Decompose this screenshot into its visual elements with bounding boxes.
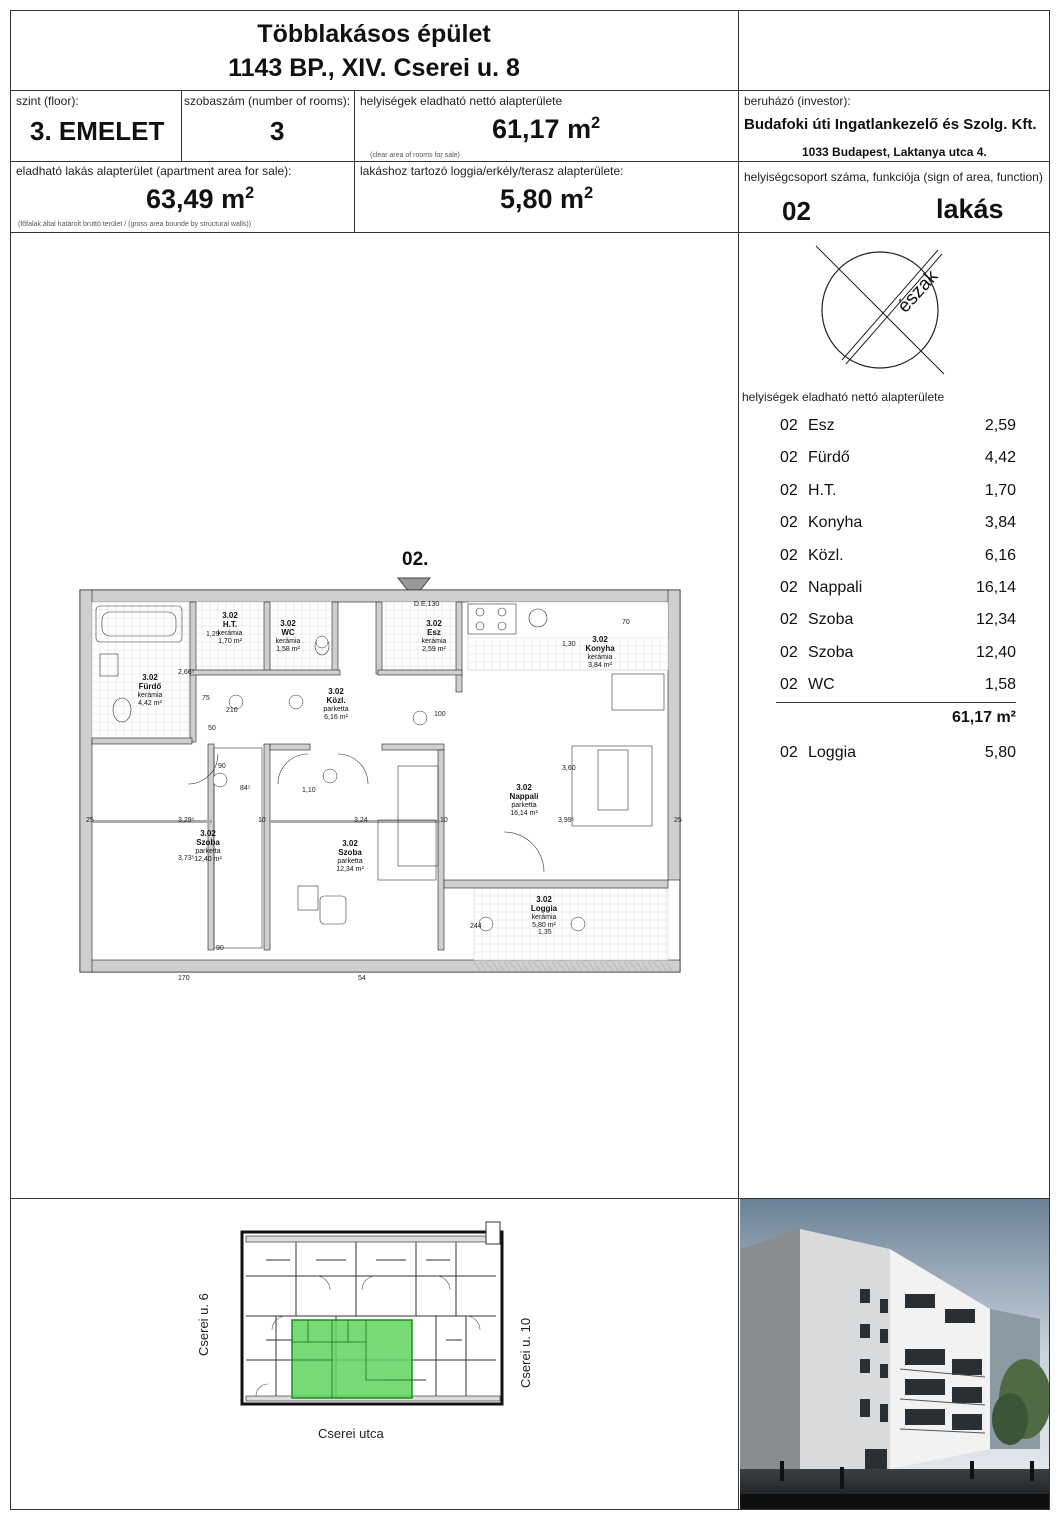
plan-room-text: 3.02 xyxy=(222,611,238,620)
net-area-value-wrap xyxy=(492,114,600,145)
room-list-row xyxy=(776,540,1016,572)
room-list-row xyxy=(776,669,1016,701)
apt-area-note: (főfalak által határolt bruttó terület / (gross area bounde by structural walls)) xyxy=(18,221,252,228)
plan-dimension: 70 xyxy=(622,619,630,626)
header-row-line-1 xyxy=(10,90,1050,91)
plan-room-text: 3.02 xyxy=(142,673,158,682)
compass-label: észak xyxy=(893,266,943,318)
building-address: 1143 BP., XIV. Cserei u. 8 xyxy=(228,54,520,82)
room-name: Szoba xyxy=(808,611,854,629)
plan-room-text: 3.02 xyxy=(592,635,608,644)
header-col-line-1 xyxy=(181,90,182,161)
plan-room-label xyxy=(510,783,539,817)
plan-dimension: 1,10 xyxy=(302,787,316,794)
plan-dimension: 10 xyxy=(258,817,266,824)
site-street-right: Cserei u. 10 xyxy=(518,1317,533,1388)
apt-area-label: eladható lakás alapterület (apartment area for sale): xyxy=(16,164,292,178)
room-code: 02 xyxy=(780,643,798,661)
group-number: 02 xyxy=(782,196,811,226)
plan-room-text: H.T. xyxy=(222,620,238,629)
room-code: 02 xyxy=(780,417,798,434)
plan-dimension: 3,99⁵ xyxy=(558,817,575,824)
room-code: 02 xyxy=(780,611,798,629)
north-compass xyxy=(810,240,950,380)
plan-dimension: 3,73⁵ xyxy=(178,855,195,862)
site-highlight-unit xyxy=(292,1320,412,1398)
room-name: H.T. xyxy=(808,481,837,499)
investor-name: Budafoki úti Ingatlankezelő és Szolg. Kft. xyxy=(744,116,1037,133)
plan-room-text: 6,16 m² xyxy=(324,714,348,721)
rooms-value: 3 xyxy=(270,116,285,146)
group-function: lakás xyxy=(936,194,1004,224)
room-area: 12,34 xyxy=(975,611,1016,629)
room-list xyxy=(776,410,1016,769)
plan-dimension: 3,60 xyxy=(562,765,576,772)
plan-room-text: parketta xyxy=(195,848,221,855)
room-area: 4,42 xyxy=(984,449,1016,467)
room-list-total: 61,17 m² xyxy=(951,708,1016,726)
plan-room-label xyxy=(194,829,222,863)
room-name: Közl. xyxy=(808,546,844,564)
room-area: 2,59 xyxy=(984,417,1016,434)
plan-dimension: 1,35 xyxy=(538,929,552,936)
investor-address: 1033 Budapest, Laktanya utca 4. xyxy=(802,145,987,159)
plan-room-text: Konyha xyxy=(585,644,615,653)
plan-room-text: 3.02 xyxy=(516,783,532,792)
plan-room-text: Szoba xyxy=(338,848,362,857)
room-list-total-row xyxy=(776,702,1016,733)
investor-divider xyxy=(738,161,1050,162)
room-name: WC xyxy=(808,676,835,694)
room-list-row xyxy=(776,507,1016,539)
room-list-row xyxy=(776,637,1016,669)
loggia-value-wrap xyxy=(500,184,593,215)
loggia-code: 02 xyxy=(780,743,798,761)
plan-room-text: 3.02 xyxy=(200,829,216,838)
plan-dimension: 25 xyxy=(86,817,94,824)
room-code: 02 xyxy=(780,481,798,499)
plan-room-text: Loggia xyxy=(530,904,558,913)
plan-room-text: kerámia xyxy=(531,914,557,921)
room-area: 1,58 xyxy=(984,676,1016,694)
plan-room-text: 4,42 m² xyxy=(138,700,162,707)
room-name: Fürdő xyxy=(808,449,850,467)
plan-dimension: 1,29 xyxy=(206,631,220,638)
room-code: 02 xyxy=(780,514,798,532)
header-col-line-2 xyxy=(354,90,355,232)
rooms-label: szobaszám (number of rooms): xyxy=(184,94,351,108)
net-area-label: helyiségek eladható nettó alapterülete xyxy=(360,94,563,108)
group-label: helyiségcsoport száma, funkciója (sign of area, function) xyxy=(744,170,1043,184)
plan-room-text: Szoba xyxy=(196,838,220,847)
room-list-loggia-row xyxy=(776,737,1016,769)
apt-area-value-wrap xyxy=(146,184,254,215)
frame-left xyxy=(10,10,11,1510)
plan-room-text: 12,34 m² xyxy=(336,866,364,873)
room-code: 02 xyxy=(780,676,798,694)
site-street-bottom: Cserei utca xyxy=(318,1426,384,1441)
plan-room-text: 12,40 m² xyxy=(194,856,222,863)
plan-room-text: parketta xyxy=(337,858,363,865)
plan-room-text: 3.02 xyxy=(426,619,442,628)
plan-room-label xyxy=(323,687,348,721)
plan-dimension: 100 xyxy=(434,711,446,718)
site-street-left: Cserei u. 6 xyxy=(196,1293,211,1356)
net-area-note: (clear area of rooms for sale) xyxy=(370,152,460,159)
room-area: 16,14 xyxy=(975,578,1016,596)
floor-label: szint (floor): xyxy=(16,94,79,108)
plan-room-text: 3.02 xyxy=(342,839,358,848)
net-area-value: 61,17 m xyxy=(492,114,592,144)
frame-right xyxy=(1049,10,1050,1510)
plan-room-text: 16,14 m² xyxy=(510,810,538,817)
room-list-row xyxy=(776,475,1016,507)
room-area: 1,70 xyxy=(984,481,1016,499)
loggia-label: lakáshoz tartozó loggia/erkély/terasz alapterülete: xyxy=(360,164,624,178)
plan-dimension: 2,66⁵ xyxy=(178,669,195,676)
header-row-line-3 xyxy=(10,232,1050,233)
building-title: Többlakásos épület xyxy=(257,20,491,48)
plan-dimension: 10 xyxy=(440,817,448,824)
plan-dimension: 210 xyxy=(226,707,238,714)
investor-label: beruházó (investor): xyxy=(744,94,851,108)
loggia-name: Loggia xyxy=(808,743,857,761)
room-name: Konyha xyxy=(808,514,863,532)
room-list-title: helyiségek eladható nettó alapterülete xyxy=(742,390,945,404)
plan-room-text: 1,70 m² xyxy=(218,638,242,645)
site-plan xyxy=(236,1220,516,1410)
plan-room-text: 3.02 xyxy=(280,619,296,628)
room-list-row xyxy=(776,604,1016,636)
room-name: Szoba xyxy=(808,643,854,661)
plan-room-text: 3,84 m² xyxy=(588,662,612,669)
room-area: 6,16 xyxy=(984,546,1016,564)
plan-room-text: parketta xyxy=(323,706,349,713)
net-area-sup: 2 xyxy=(591,114,601,132)
plan-room-text: Nappali xyxy=(509,792,539,801)
plan-dimension: 90 xyxy=(216,945,224,952)
plan-dimension: 3,24 xyxy=(354,817,368,824)
plan-room-text: 2,59 m² xyxy=(422,646,446,653)
plan-room-text: kerámia xyxy=(275,638,301,645)
plan-room-text: kerámia xyxy=(421,638,447,645)
room-list-row xyxy=(776,572,1016,604)
unit-label: 02. xyxy=(402,549,429,570)
plan-dimension: 25 xyxy=(674,817,682,824)
room-area: 12,40 xyxy=(975,643,1016,661)
room-code: 02 xyxy=(780,578,798,596)
apt-area-value: 63,49 m xyxy=(146,184,246,214)
plan-dimension: 244 xyxy=(470,923,482,930)
room-name: Nappali xyxy=(808,578,863,596)
apt-area-sup: 2 xyxy=(245,184,255,202)
room-code: 02 xyxy=(780,449,798,467)
plan-room-text: Esz xyxy=(427,628,441,637)
plan-room-text: 1,58 m² xyxy=(276,646,300,653)
room-list-row xyxy=(776,442,1016,474)
plan-room-text: kerámia xyxy=(137,692,163,699)
floor-value: 3. EMELET xyxy=(30,116,165,146)
plan-room-label xyxy=(336,839,364,873)
plan-dimension: 3,29⁵ xyxy=(178,817,195,824)
plan-room-text: Fürdő xyxy=(138,682,162,691)
header-row-line-2 xyxy=(10,161,738,162)
building-rendering xyxy=(740,1199,1049,1509)
plan-dimension: 84⁵ xyxy=(240,785,251,792)
plan-room-text: parketta xyxy=(511,802,537,809)
room-name: Esz xyxy=(808,417,835,434)
plan-room-text: Közl. xyxy=(326,696,346,705)
plan-room-text: 3.02 xyxy=(536,895,552,904)
plan-room-text: kerámia xyxy=(587,654,613,661)
room-list-row xyxy=(776,410,1016,442)
plan-dimension: 90 xyxy=(218,763,226,770)
plan-dimension: D.E.130 xyxy=(414,601,440,608)
room-area: 3,84 xyxy=(984,514,1016,532)
plan-room-text: kerámia xyxy=(217,630,243,637)
plan-dimension: 50 xyxy=(208,725,216,732)
frame-divider-vertical xyxy=(738,10,739,1510)
plan-dimension: 170 xyxy=(178,975,190,982)
room-code: 02 xyxy=(780,546,798,564)
plan-room-text: 3.02 xyxy=(328,687,344,696)
plan-dimension: 1,30 xyxy=(562,641,576,648)
loggia-value: 5,80 m xyxy=(500,184,585,214)
floor-plan xyxy=(78,570,682,990)
plan-dimension: 75 xyxy=(202,695,210,702)
plan-room-text: WC xyxy=(281,628,295,637)
plan-room-text: 5,80 m² xyxy=(532,922,556,929)
frame-top xyxy=(10,10,1050,11)
frame-bottom xyxy=(10,1509,1050,1510)
plan-dimension: 54 xyxy=(358,975,366,982)
loggia-area: 5,80 xyxy=(984,743,1016,761)
loggia-sup: 2 xyxy=(584,184,594,202)
